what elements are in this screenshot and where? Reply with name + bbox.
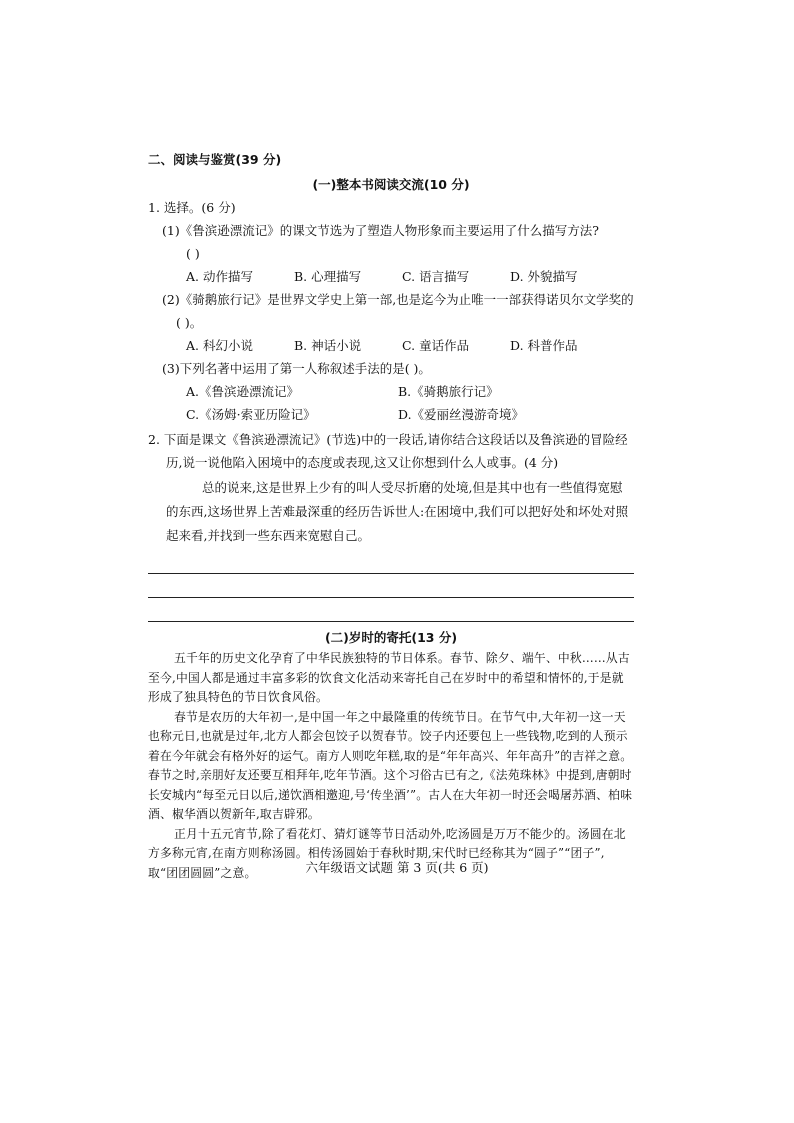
part1-title: (一)整本书阅读交流(10 分): [312, 177, 470, 192]
option-c: C. 语言描写: [402, 269, 470, 284]
q1-sub2-text: (2)《骑鹅旅行记》是世界文学史上第一部,也是迄今为止唯一一部获得诺贝尔文学奖的( )。: [162, 292, 634, 330]
option-d: D.《爱丽丝漫游奇境》: [398, 407, 525, 422]
answer-line[interactable]: [148, 550, 634, 574]
passage-paragraph: 正月十五元宵节,除了看花灯、猜灯谜等节日活动外,吃汤圆是万万不能少的。汤圆在北方多称元宵,在南方则称汤圆。相传汤圆始于春秋时期,宋代时已经称其为“圆子”“团子”,取“团团圆圆”之意。: [148, 826, 626, 880]
q1-stem: 1. 选择。(6 分): [148, 200, 236, 215]
option-c: C. 童话作品: [402, 338, 470, 353]
option-c: C.《汤姆·索亚历险记》: [186, 407, 316, 422]
part2-title: (二)岁时的寄托(13 分): [324, 630, 458, 645]
page-footer: 六年级语文试题 第 3 页(共 6 页): [305, 860, 489, 875]
q2-stem: 2. 下面是课文《鲁滨逊漂流记》(节选)中的一段话,请你结合这段话以及鲁滨逊的冒险经历,说一说他陷入困境中的态度或表现,这又让你想到什么人或事。(4 分): [148, 432, 628, 470]
option-b: B. 心理描写: [294, 269, 362, 284]
exam-page: [148, 148, 634, 883]
section-title: 二、阅读与鉴赏(39 分): [148, 152, 282, 167]
answer-line[interactable]: [148, 574, 634, 598]
option-a: A. 科幻小说: [186, 338, 253, 353]
answer-line[interactable]: [148, 598, 634, 622]
q1-sub1-text: (1)《鲁滨逊漂流记》的课文节选为了塑造人物形象而主要运用了什么描写方法?: [162, 223, 599, 238]
q1-sub1-options: [148, 265, 634, 288]
q1-sub3-options: [148, 380, 634, 426]
option-a: A. 动作描写: [186, 269, 253, 284]
reading-passage: [148, 649, 634, 883]
answer-area[interactable]: [148, 550, 634, 622]
passage-paragraph: 五千年的历史文化孕育了中华民族独特的节日体系。春节、除夕、端午、中秋……从古至今,中国人都是通过丰富多彩的饮食文化活动来寄托自己在岁时中的希望和情怀的,于是就形成了独具特色的节日饮食风俗。: [148, 651, 630, 704]
option-d: D. 科普作品: [510, 338, 578, 353]
q1-sub2-options: [148, 334, 634, 357]
passage-paragraph: 春节是农历的大年初一,是中国一年之中最隆重的传统节日。在节气中,大年初一这一天也称元日,也就是过年,北方人都会包饺子以贺春节。饺子内还要包上一些钱物,吃到的人预示着在今年就会有格外好的运气。南方人则吃年糕,取的是“年年高兴、年年高升”的吉祥之意。春节之时,亲朋好友还要互相拜年,吃年节酒。这个习俗古已有之,《法苑珠林》中提到,唐朝时长安城内“每至元日以后,递饮酒相邀迎,号‘传坐酒’”。古人在大年初一时还会喝屠苏酒、柏味酒、椒华酒以贺新年,取吉辟邪。: [148, 709, 633, 821]
option-d: D. 外貌描写: [510, 269, 578, 284]
option-b: B.《骑鹅旅行记》: [398, 384, 499, 399]
q1-sub3-text: (3)下列名著中运用了第一人称叙述手法的是( )。: [162, 361, 431, 376]
option-a: A.《鲁滨逊漂流记》: [186, 384, 300, 399]
q1-sub1-blank: ( ): [186, 246, 200, 261]
q2-quote: 总的说来,这是世界上少有的叫人受尽折磨的处境,但是其中也有一些值得宽慰的东西,这场世界上苦难最深重的经历告诉世人:在困境中,我们可以把好处和坏处对照起来看,并找到一些东西来宽慰自己。: [166, 480, 629, 543]
option-b: B. 神话小说: [294, 338, 362, 353]
